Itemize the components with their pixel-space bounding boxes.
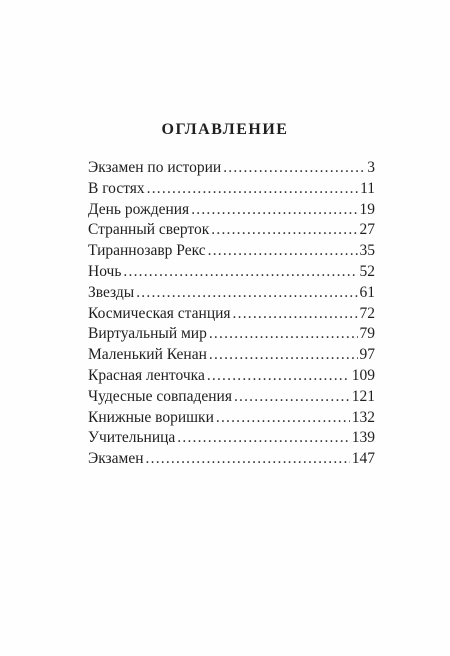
toc-entry (88, 345, 375, 366)
dot-leader (209, 345, 358, 366)
dot-leader (233, 304, 358, 325)
toc-entry-title: День рождения (88, 200, 190, 218)
toc-entry-title: Виртуальный мир (88, 325, 207, 343)
toc-entry-title: Красная ленточка (88, 366, 205, 384)
toc-entry-page: 139 (351, 429, 375, 447)
toc-entry (88, 324, 375, 345)
toc-entry (88, 262, 375, 283)
toc-entry-title: Космическая станция (88, 304, 231, 322)
toc-entry-title: Маленький Кенан (88, 346, 207, 364)
toc-entry-page: 121 (351, 387, 375, 405)
toc-entry-title: Учительница (88, 429, 176, 447)
toc-entry-page: 27 (359, 221, 375, 239)
toc-entry (88, 220, 375, 241)
toc-entry (88, 428, 375, 449)
dot-leader (191, 200, 357, 221)
dot-leader (216, 408, 350, 429)
dot-leader (211, 220, 357, 241)
toc-entry-title: Звезды (88, 283, 135, 301)
toc-entry-page: 19 (359, 200, 375, 218)
toc-entry-page: 132 (351, 408, 375, 426)
dot-leader (177, 428, 349, 449)
toc-entry-title: Ночь (88, 262, 122, 280)
toc-entry-title: Странный сверток (88, 221, 210, 239)
toc-entry-title: Экзамен по истории (88, 159, 222, 176)
toc-entry-page: 97 (359, 346, 375, 364)
toc-entry (88, 179, 375, 200)
toc-entry-title: Тираннозавр Рекс (88, 242, 206, 260)
toc-entry (88, 241, 375, 262)
toc-entry-title: Книжные воришки (88, 408, 214, 426)
toc-entry (88, 366, 375, 387)
dot-leader (209, 324, 358, 345)
toc-entry-page: 79 (359, 325, 375, 343)
toc-entry-page: 61 (359, 283, 375, 301)
toc-entry (88, 304, 375, 325)
table-of-contents (88, 158, 375, 470)
dot-leader (208, 241, 358, 262)
dot-leader (234, 387, 350, 408)
dot-leader (123, 262, 357, 283)
toc-entry-title: Экзамен (88, 450, 144, 468)
toc-entry-page: 3 (367, 159, 375, 176)
toc-entry-title: В гостях (88, 179, 145, 197)
dot-leader (136, 283, 357, 304)
toc-entry-page: 109 (351, 366, 375, 384)
toc-entry-page: 147 (351, 450, 375, 468)
toc-entry-page: 52 (359, 262, 375, 280)
dot-leader (207, 366, 350, 387)
toc-entry-title: Чудесные совпадения (88, 387, 232, 405)
dot-leader (223, 158, 365, 179)
toc-heading: ОГЛАВЛЕНИЕ (161, 121, 289, 138)
toc-entry (88, 200, 375, 221)
toc-entry-page: 72 (359, 304, 375, 322)
toc-entry (88, 449, 375, 470)
toc-entry (88, 283, 375, 304)
toc-entry-page: 35 (359, 242, 375, 260)
toc-entry-page: 11 (360, 179, 375, 197)
dot-leader (147, 179, 358, 200)
toc-entry (88, 158, 375, 179)
dot-leader (146, 449, 350, 470)
toc-entry (88, 387, 375, 408)
toc-entry (88, 408, 375, 429)
